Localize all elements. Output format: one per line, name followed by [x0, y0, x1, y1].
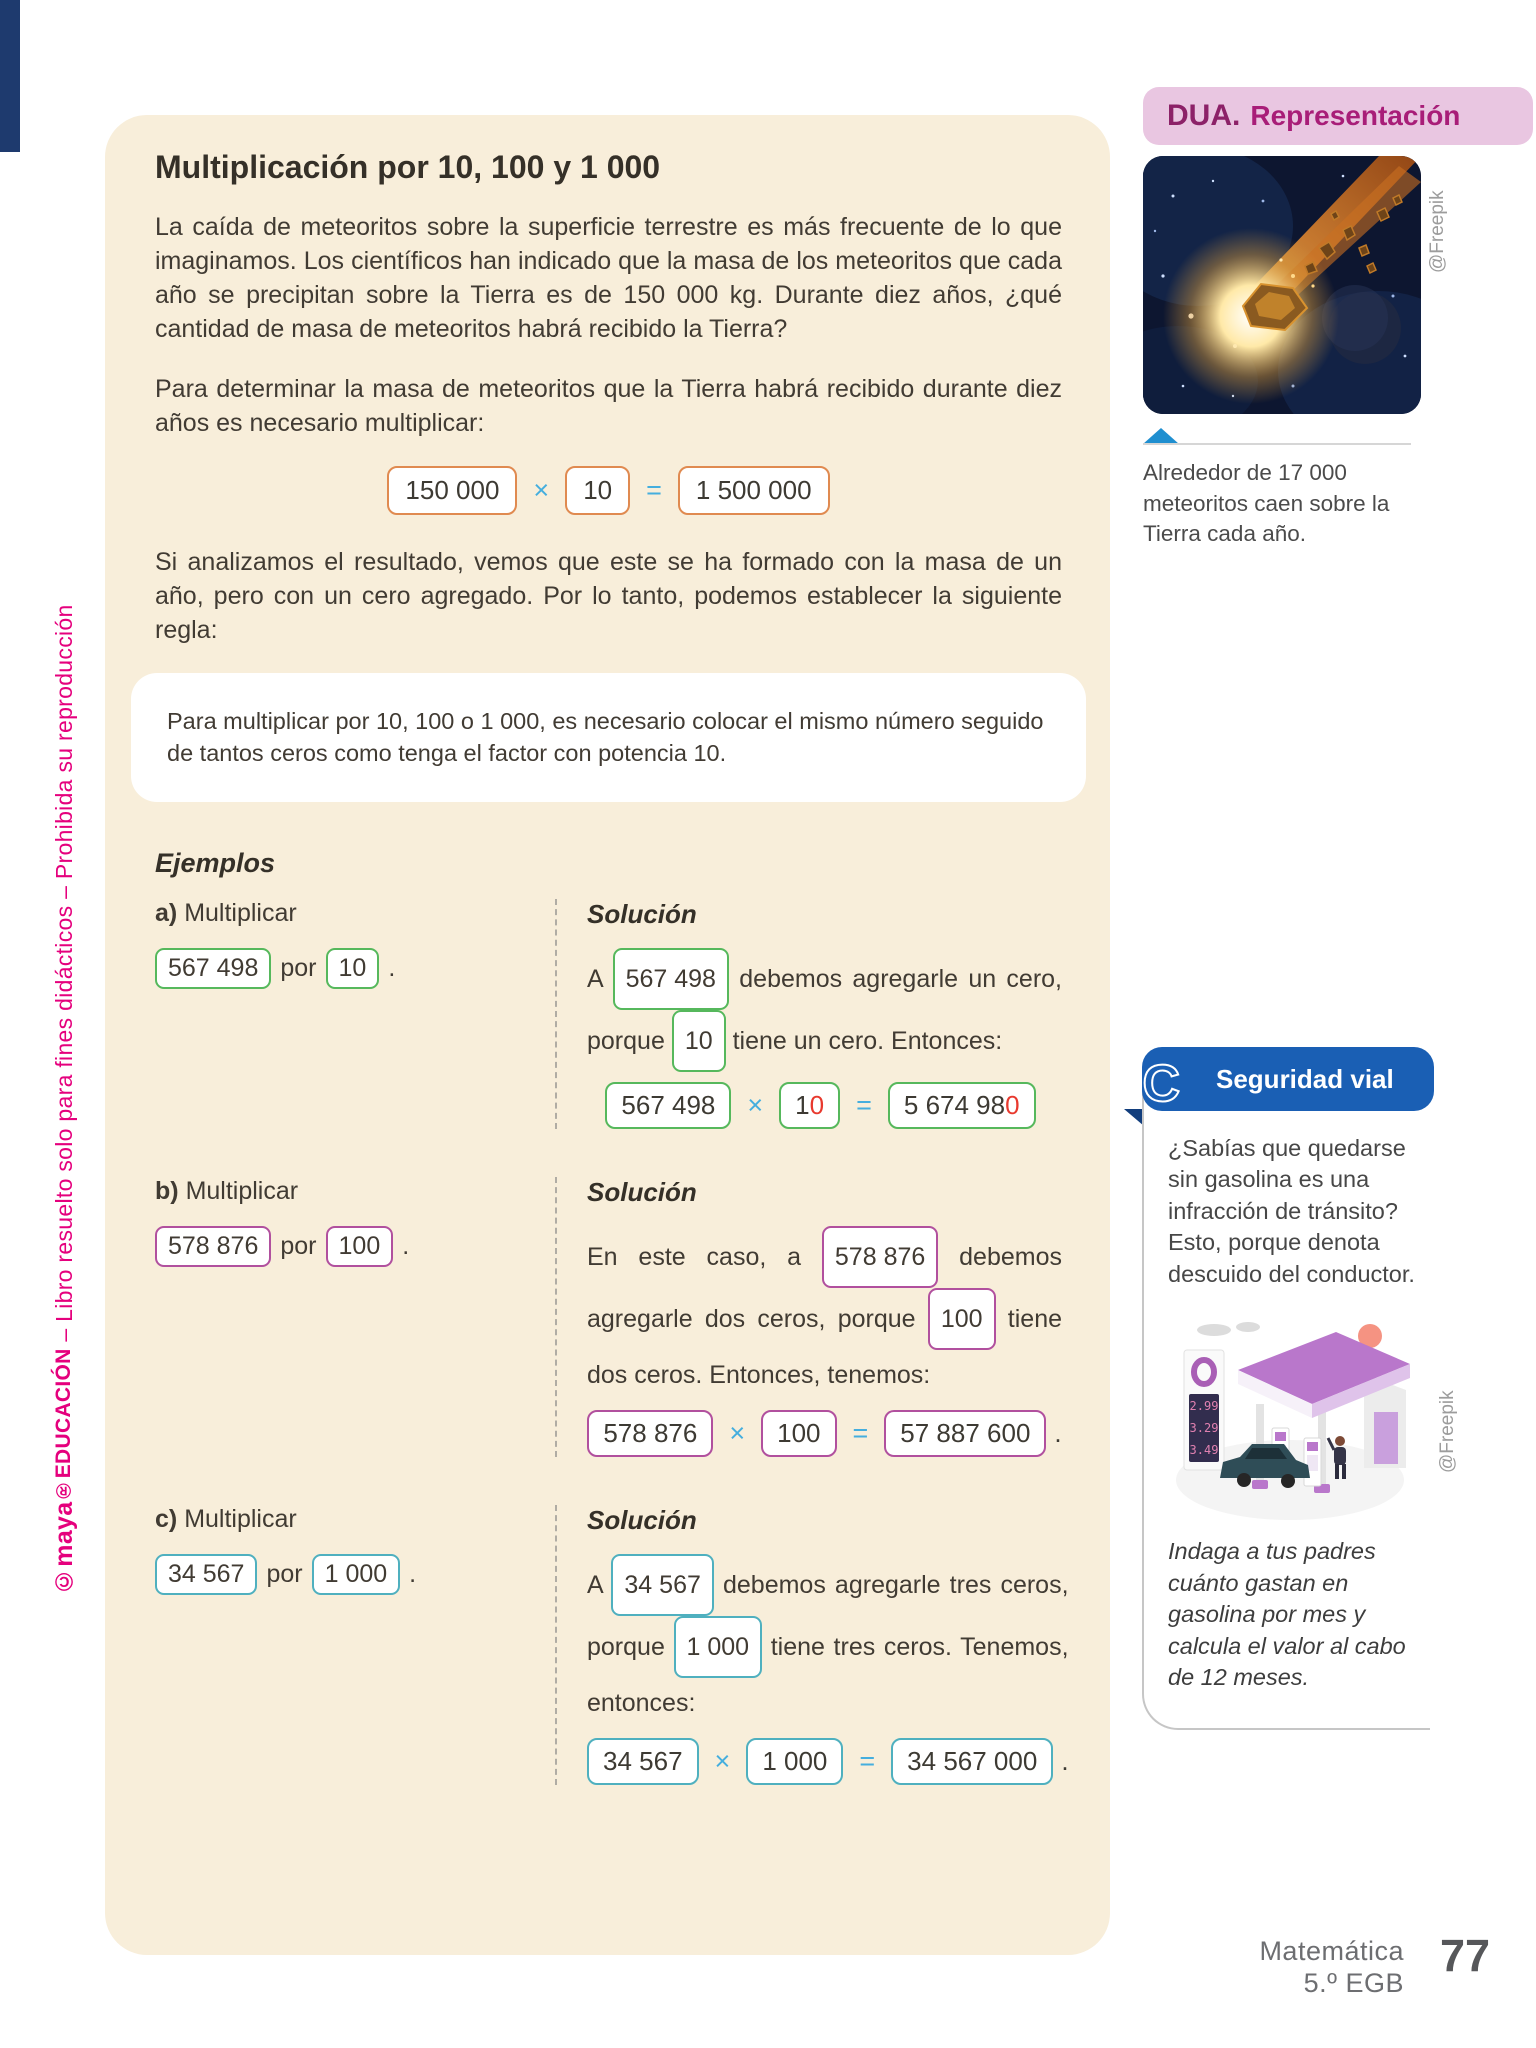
seguridad-vial-text: ¿Sabías que quedarse sin gasolina es una infracción de tránsito? Esto, porque denota descuido del conductor. — [1168, 1135, 1415, 1287]
statement-period: . — [388, 953, 396, 982]
factor2-box: 10 — [779, 1082, 840, 1129]
equation-period: . — [1054, 1417, 1062, 1448]
factor1-box: 567 498 — [605, 1082, 731, 1129]
solution-number-box: 567 498 — [613, 948, 729, 1010]
ic-logo-icon — [1124, 1051, 1190, 1117]
example-a-equation — [587, 1082, 1062, 1129]
factor1-box: 34 567 — [587, 1738, 699, 1785]
solution-number-box: 34 567 — [611, 1554, 713, 1616]
solution-text: En este caso, a — [587, 1242, 802, 1271]
solution-number-box: 578 876 — [822, 1226, 938, 1288]
example-a-number2: 10 — [326, 948, 380, 989]
solution-text: tiene un cero. Entonces: — [732, 1026, 1003, 1055]
result-box: 34 567 000 — [891, 1738, 1053, 1785]
dua-banner — [1143, 87, 1533, 145]
solution-text: debemos agregarle dos ceros, porque — [587, 1242, 1062, 1333]
dua-label: Representación — [1250, 100, 1461, 131]
copyright-notice: – Libro resuelto solo para fines didácticos – Prohibida su reproducción — [51, 604, 77, 1349]
page-title: Multiplicación por 10, 100 y 1 000 — [155, 149, 661, 185]
example-c-equation — [587, 1738, 1069, 1785]
por-label: por — [266, 1559, 303, 1588]
example-b-number2: 100 — [326, 1226, 394, 1267]
method-paragraph: Para determinar la masa de meteoritos que la Tierra habrá recibido durante diez años es necesario multiplicar: — [155, 375, 1062, 437]
image-caption: Alrededor de 17 000 meteoritos caen sobre la Tierra cada año. — [1143, 460, 1390, 547]
meteor-illustration — [1143, 156, 1421, 414]
copyright-margin-text — [50, 415, 79, 1595]
por-label: por — [280, 953, 317, 982]
times-sign: × — [729, 1417, 746, 1448]
example-c-solution — [557, 1505, 1069, 1785]
seguridad-vial-header — [1128, 1047, 1434, 1113]
example-b-equation — [587, 1410, 1062, 1457]
footer-subject-name: Matemática — [1259, 1936, 1404, 1966]
example-b-label: b) — [155, 1176, 179, 1205]
example-c-number1: 34 567 — [155, 1554, 257, 1595]
result-box: 1 500 000 — [678, 466, 830, 515]
analysis-paragraph: Si analizamos el resultado, vemos que este se ha formado con la masa de un año, pero con un cero agregado. Por lo tanto, podemos establecer la siguiente regla: — [155, 548, 1062, 644]
publisher-brand-suffix: ®EDUCACIÓN — [52, 1348, 75, 1502]
example-c-statement — [155, 1505, 555, 1785]
solution-text: debemos agregarle un cero, porque — [587, 964, 1062, 1055]
corner-decoration-bar — [0, 0, 20, 152]
solution-title: Solución — [587, 898, 697, 929]
example-a — [155, 899, 1062, 1129]
seguridad-vial-task: Indaga a tus padres cuánto gastan en gasolina por mes y calcula el valor al cabo de 12 meses. — [1168, 1538, 1406, 1691]
result-box: 57 887 600 — [884, 1410, 1046, 1457]
times-sign: × — [747, 1089, 764, 1120]
example-b — [155, 1177, 1062, 1457]
example-b-statement — [155, 1177, 555, 1457]
equals-sign: = — [859, 1745, 876, 1776]
equation-period: . — [1061, 1745, 1069, 1776]
solution-number-box: 100 — [928, 1288, 996, 1350]
solution-text: debemos agregarle tres ceros, porque — [587, 1570, 1069, 1661]
publisher-brand: ©maya — [50, 1501, 78, 1595]
factor2-box: 1 000 — [746, 1738, 843, 1785]
times-sign: × — [533, 475, 550, 505]
factor2-box: 100 — [761, 1410, 836, 1457]
seguridad-vial-box — [1128, 1047, 1434, 1730]
example-b-solution — [557, 1177, 1062, 1457]
por-label: por — [280, 1231, 317, 1260]
examples-heading: Ejemplos — [155, 847, 276, 878]
main-equation — [155, 466, 1062, 515]
seguridad-vial-title: Seguridad vial — [1216, 1063, 1394, 1094]
example-c-label: c) — [155, 1504, 178, 1533]
added-zero-digit: 0 — [809, 1089, 825, 1120]
rule-text: Para multiplicar por 10, 100 o 1 000, es necesario colocar el mismo número seguido de tantos ceros como tenga el factor con potencia 10. — [167, 708, 1044, 767]
example-a-solution — [557, 899, 1062, 1129]
image-credit: @Freepik — [1437, 1390, 1458, 1473]
example-a-verb: Multiplicar — [184, 898, 297, 927]
equals-sign: = — [852, 1417, 869, 1448]
example-c-number2: 1 000 — [312, 1554, 401, 1595]
equals-sign: = — [856, 1089, 872, 1120]
statement-period: . — [402, 1231, 410, 1260]
solution-title: Solución — [587, 1504, 697, 1535]
intro-paragraph: La caída de meteoritos sobre la superficie terrestre es más frecuente de lo que imaginamos. Los científicos han indicado que la masa de los meteoritos que cada año se precipitan sobre la Tierra es de 150 000 kg. Durante diez años, ¿qué cantidad de masa de meteoritos habrá recibido la Tierra? — [155, 213, 1062, 343]
dua-prefix: DUA. — [1167, 99, 1241, 132]
caption-triangle-icon — [1143, 428, 1179, 444]
factor1-box: 578 876 — [587, 1410, 713, 1457]
example-a-label: a) — [155, 898, 178, 927]
seguridad-vial-content — [1142, 1081, 1430, 1730]
equals-sign: = — [646, 475, 662, 505]
example-c-verb: Multiplicar — [184, 1504, 297, 1533]
fuel-price: 2.99 — [1189, 1399, 1219, 1414]
fuel-price: 3.49 — [1189, 1443, 1219, 1458]
solution-title: Solución — [587, 1176, 697, 1207]
footer-subject — [1259, 1936, 1404, 2000]
example-b-number1: 578 876 — [155, 1226, 271, 1267]
added-zero-digit: 0 — [1005, 1089, 1020, 1120]
factor1-box: 150 000 — [387, 466, 517, 515]
fuel-price: 3.29 — [1189, 1421, 1219, 1436]
solution-number-box: 10 — [672, 1010, 726, 1072]
image-credit: @Freepik — [1427, 190, 1448, 273]
solution-number-box: 1 000 — [674, 1616, 763, 1678]
example-a-statement — [155, 899, 555, 1129]
solution-text: tiene tres ceros. Tenemos, entonces: — [587, 1632, 1069, 1717]
example-c — [155, 1504, 1069, 1785]
solution-text: A — [587, 964, 603, 993]
times-sign: × — [714, 1745, 731, 1776]
solution-text: A — [587, 1570, 603, 1599]
statement-period: . — [409, 1559, 417, 1588]
solution-text: tiene dos ceros. Entonces, tenemos: — [587, 1304, 1063, 1389]
example-a-number1: 567 498 — [155, 948, 271, 989]
rule-box — [131, 673, 1086, 802]
result-box: 5 674 980 — [888, 1082, 1036, 1129]
caption-divider — [1143, 443, 1411, 445]
footer-grade: 5.º EGB — [1303, 1967, 1404, 1998]
factor2-box: 10 — [565, 466, 630, 515]
example-b-verb: Multiplicar — [185, 1176, 299, 1205]
gas-station-illustration — [1168, 1308, 1418, 1528]
page-number: 77 — [1439, 1930, 1490, 1981]
lesson-panel — [105, 115, 1110, 1955]
ic-logo-text: IC — [1128, 1055, 1180, 1113]
meteor-image — [1143, 156, 1421, 414]
